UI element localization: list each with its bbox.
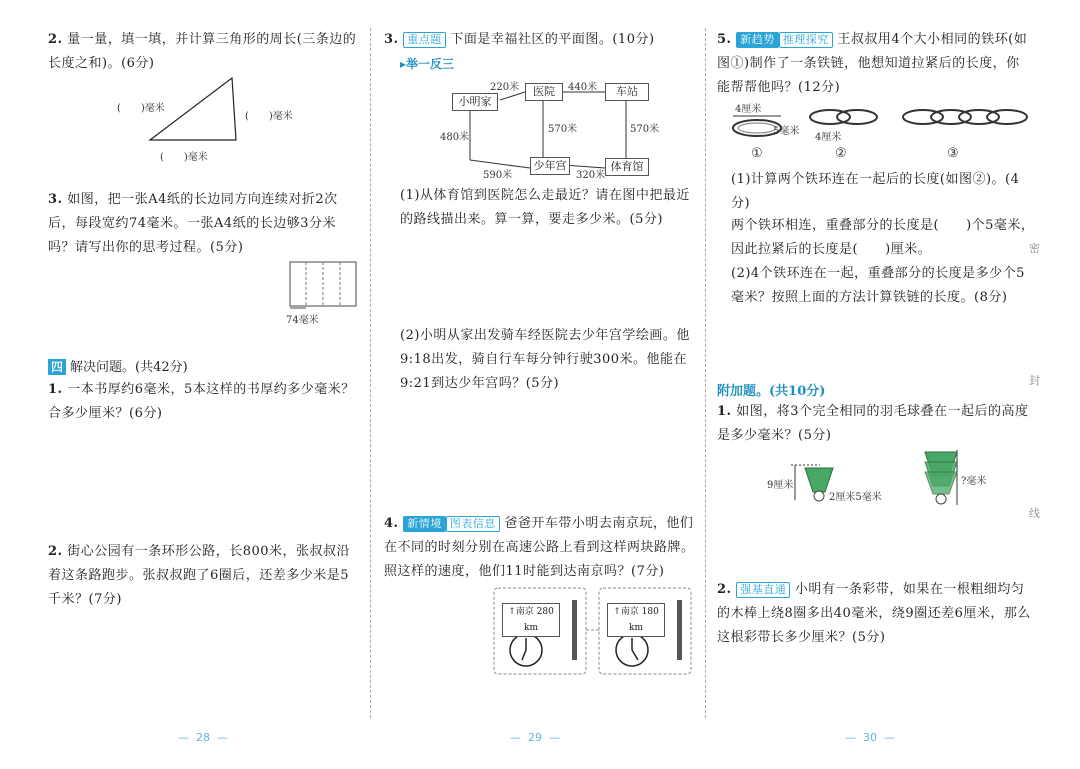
ring-thickness-label: 5毫米 [773, 126, 800, 137]
question-number: 1. [717, 404, 732, 419]
page-number: — 30 — [845, 731, 895, 744]
section-title: 解决问题。(共42分) [70, 360, 188, 375]
map-node-gym: 体育馆 [605, 158, 649, 176]
bonus-heading: 附加题。(共10分) [717, 384, 826, 399]
figure-label: ① [751, 146, 763, 161]
question-5-line-2: 因此拉紧后的长度是( )厘米。 [731, 242, 932, 257]
map-node-station: 车站 [605, 83, 649, 101]
question-text: 如图，把一张A4纸的长边同方向连续对折2次后，每段宽约74毫米。一张A4纸的长边够3分米吗？请写出你的思考过程。(5分) [48, 192, 338, 255]
question-number: 1. [48, 382, 63, 397]
distance-label: 590米 [483, 170, 513, 181]
figure-label: ② [835, 146, 847, 161]
figure-label: ③ [947, 146, 959, 161]
map-node-youth-palace: 少年宫 [530, 157, 570, 175]
road-sign-1: ↑南京 280 km [502, 603, 560, 637]
section-number: 四 [48, 359, 66, 375]
shuttlecock-figure [705, 0, 1080, 769]
problem-2 [48, 540, 358, 612]
page-number: — 29 — [510, 731, 560, 744]
question-text: 街心公园有一条环形公路，长800米，张叔叔沿着这条路跑步。张叔叔跑了6圈后，还差多少米是5千米？(7分) [48, 544, 351, 607]
question-number: 2. [717, 582, 732, 597]
sub-tag: ▸举一反三 [400, 57, 455, 71]
question-5-line-1: 两个铁环相连，重叠部分的长度是( )个5毫米， [731, 218, 1035, 233]
page-29 [370, 0, 705, 769]
question-text: 爸爸开车带小明去南京玩，他们在不同的时刻分别在高速公路上看到这样两块路牌。照这样的速度，他们11时能到达南京吗？(7分) [384, 516, 695, 579]
road-signs-figure [370, 0, 705, 769]
question-number: 4. [384, 516, 399, 531]
problem-1 [48, 378, 358, 426]
question-number: 3. [384, 32, 399, 47]
triangle-left-label: ( )毫米 [117, 103, 165, 114]
distance-label: 320米 [576, 170, 606, 181]
map-node-xiaoming-home: 小明家 [452, 93, 498, 111]
question-number: 2. [48, 544, 63, 559]
shuttle-unknown-label: ?毫米 [961, 476, 987, 487]
question-text: 王叔叔用4个大小相同的铁环(如图①)制作了一条铁链，他想知道拉紧后的长度，你能帮帮他吗？(12分) [717, 32, 1028, 95]
page-30 [705, 0, 1080, 769]
question-text: 小明有一条彩带，如果在一根粗细均匀的木棒上绕8圈多出40毫米，绕9圈还差6厘米，那么这根彩带长多少厘米？(5分) [717, 582, 1031, 645]
question-3 [48, 188, 358, 260]
seal-mark: 线 [1029, 507, 1040, 520]
reasoning-tag: 推理探究 [779, 32, 833, 48]
section-heading [48, 356, 188, 375]
foundation-tag: 强基直通 [736, 582, 790, 598]
shuttle-height-label: 9厘米 [767, 480, 794, 491]
question-5-part-1: (1)计算两个铁环连在一起后的长度(如图②)。(4分) [731, 172, 1020, 211]
seal-mark: 密 [1029, 242, 1040, 255]
question-text: 下面是幸福社区的平面图。(10分) [450, 32, 655, 47]
triangle-bottom-label: ( )毫米 [160, 152, 208, 163]
question-3-part-1: (1)从体育馆到医院怎么走最近？请在图中把最近的路线描出来。算一算，要走多少米。(5分) [400, 188, 690, 227]
shuttle-head-label: 2厘米5毫米 [829, 492, 882, 503]
seal-mark: 封 [1029, 374, 1040, 387]
ring-diameter-label: 4厘米 [735, 104, 762, 115]
new-trend-tag: 新趋势 [736, 32, 779, 48]
question-text: 量一量，填一填，并计算三角形的周长(三条边的长度之和)。(6分) [48, 32, 357, 71]
new-context-tag: 新情境 [403, 516, 446, 532]
bonus-2 [717, 578, 1032, 650]
question-number: 3. [48, 192, 63, 207]
distance-label: 480米 [440, 132, 470, 143]
map-node-hospital: 医院 [525, 83, 563, 101]
question-5-part-2: (2)4个铁环连在一起，重叠部分的长度是多少个5毫米？按照上面的方法计算铁链的长度。(8分) [731, 266, 1025, 305]
distance-label: 220米 [490, 82, 520, 93]
question-text: 如图，将3个完全相同的羽毛球叠在一起后的高度是多少毫米？(5分) [717, 404, 1029, 443]
key-question-tag: 重点题 [403, 32, 446, 48]
page-28 [0, 0, 370, 769]
paper-width-label: 74毫米 [286, 315, 319, 326]
distance-label: 440米 [568, 82, 598, 93]
ring-diameter-label: 4厘米 [815, 132, 842, 143]
road-sign-2: ↑南京 180 km [607, 603, 665, 637]
triangle-right-label: ( )毫米 [245, 111, 293, 122]
distance-label: 570米 [548, 124, 578, 135]
question-text: 一本书厚约6毫米，5本这样的书厚约多少毫米？合多少厘米？(6分) [48, 382, 355, 421]
question-number: 5. [717, 32, 732, 47]
chart-info-tag: 图表信息 [446, 516, 500, 532]
question-3-part-2: (2)小明从家出发骑车经医院去少年宫学绘画。他9:18出发，骑自行车每分钟行驶300米。他能在9:21到达少年宫吗？(5分) [400, 328, 690, 391]
page-number: — 28 — [178, 731, 228, 744]
distance-label: 570米 [630, 124, 660, 135]
question-number: 2. [48, 32, 63, 47]
